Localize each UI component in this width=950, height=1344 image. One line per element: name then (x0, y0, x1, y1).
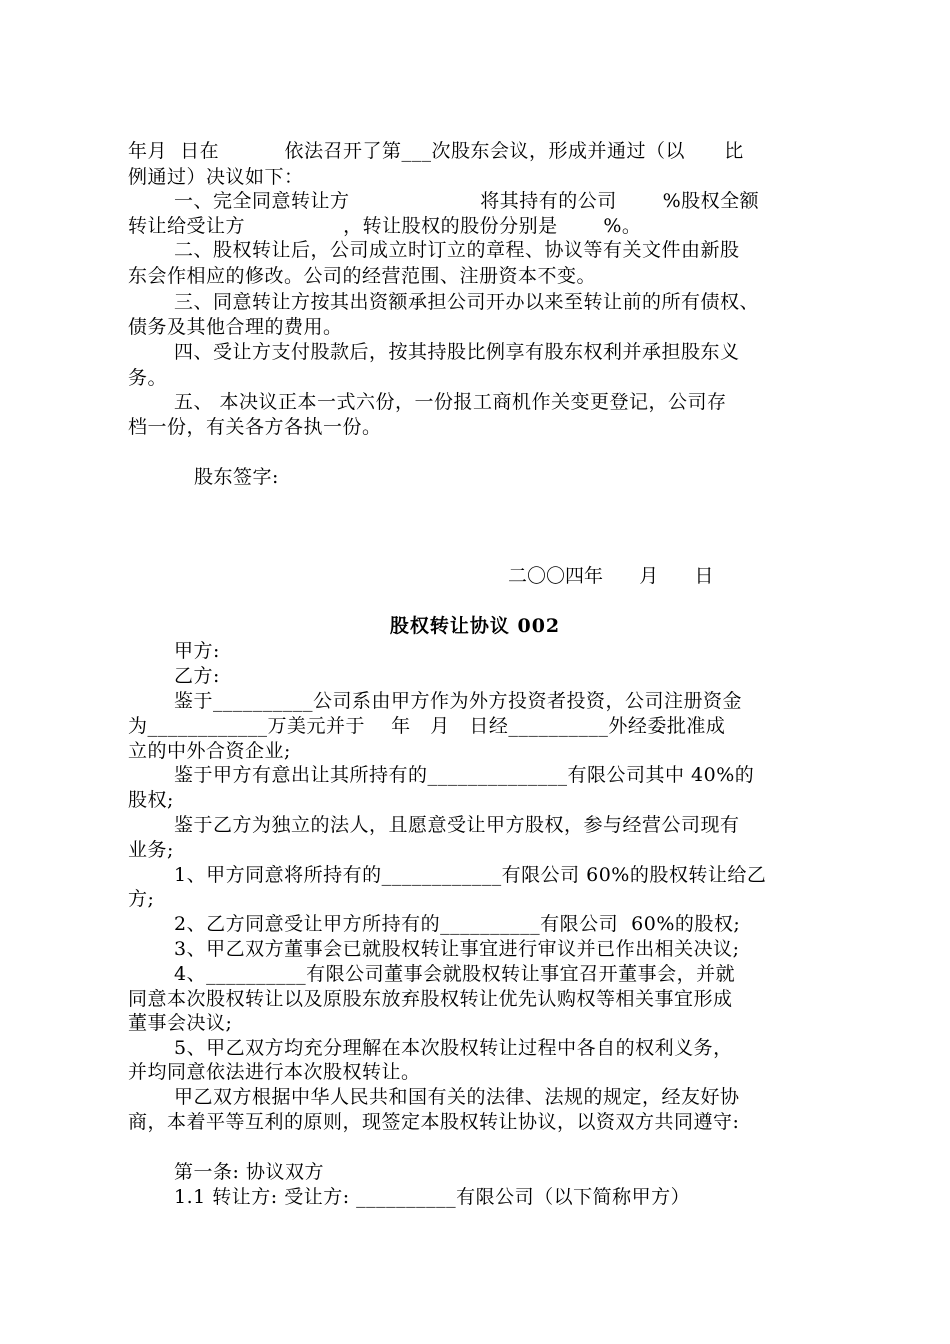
resolution-date: 二〇〇四年 月 日 (508, 565, 714, 587)
recital-3a: 鉴于乙方为独立的法人，且愿意受让甲方股权，参与经营公司现有 (174, 814, 740, 836)
resolution-item-3b: 债务及其他合理的费用。 (128, 316, 343, 338)
point-4a: 4、__________有限公司董事会就股权转让事宜召开董事会，并就 (174, 963, 736, 985)
recital-1b: 为____________万美元并于 年 月 日经__________外经委批准成 (128, 715, 726, 737)
point-4b: 同意本次股权转让以及原股东放弃股权转让优先认购权等相关事宜形成 (128, 988, 733, 1010)
signature-label: 股东签字: (194, 466, 279, 488)
recital-1a: 鉴于__________公司系由甲方作为外方投资者投资，公司注册资金 (174, 690, 743, 712)
resolution-item-5b: 档一份，有关各方各执一份。 (128, 416, 382, 438)
resolution-line-1: 年月 日在 依法召开了第___次股东会议，形成并通过（以 比 (128, 140, 744, 162)
resolution-item-1b: 转让给受让方 ，转让股权的股份分别是 %。 (128, 215, 642, 237)
party-a-label: 甲方: (174, 640, 220, 662)
party-b-label: 乙方: (174, 665, 220, 687)
agreement-title: 股权转让协议 002 (389, 615, 561, 637)
point-5b: 并均同意依法进行本次股权转让。 (128, 1061, 421, 1083)
resolution-item-2b: 东会作相应的修改。公司的经营范围、注册资本不变。 (128, 265, 597, 287)
article-1-heading: 第一条: 协议双方 (174, 1161, 324, 1183)
recital-1c: 立的中外合资企业; (128, 740, 291, 762)
point-1b: 方; (128, 888, 155, 910)
conclusion-a: 甲乙双方根据中华人民共和国有关的法律、法规的规定，经友好协 (174, 1086, 740, 1108)
point-1a: 1、甲方同意将所持有的____________有限公司 60%的股权转让给乙 (174, 864, 767, 886)
article-1-1: 1.1 转让方: 受让方: __________有限公司（以下简称甲方） (174, 1186, 691, 1208)
recital-2b: 股权; (128, 789, 174, 811)
recital-2a: 鉴于甲方有意出让其所持有的______________有限公司其中 40%的 (174, 764, 755, 786)
point-2: 2、乙方同意受让甲方所持有的__________有限公司 60%的股权; (174, 913, 741, 935)
resolution-item-1a: 一、完全同意转让方 将其持有的公司 %股权全额 (174, 190, 760, 212)
resolution-item-5a: 五、 本决议正本一式六份，一份报工商机作关变更登记，公司存 (174, 391, 727, 413)
recital-3b: 业务; (128, 839, 174, 861)
resolution-item-3a: 三、同意转让方按其出资额承担公司开办以来至转让前的所有债权、 (174, 291, 760, 313)
conclusion-b: 商，本着平等互利的原则，现签定本股权转让协议，以资双方共同遵守: (128, 1111, 740, 1133)
resolution-item-4b: 务。 (128, 367, 168, 389)
resolution-item-4a: 四、受让方支付股款后，按其持股比例享有股东权利并承担股东义 (174, 341, 740, 363)
point-3: 3、甲乙双方董事会已就股权转让事宜进行审议并已作出相关决议; (174, 938, 740, 960)
point-5a: 5、甲乙双方均充分理解在本次股权转让过程中各自的权利义务， (174, 1037, 733, 1059)
point-4c: 董事会决议; (128, 1012, 233, 1034)
resolution-line-2: 例通过）决议如下： (128, 166, 304, 188)
resolution-item-2a: 二、股权转让后，公司成立时订立的章程、协议等有关文件由新股 (174, 239, 740, 261)
